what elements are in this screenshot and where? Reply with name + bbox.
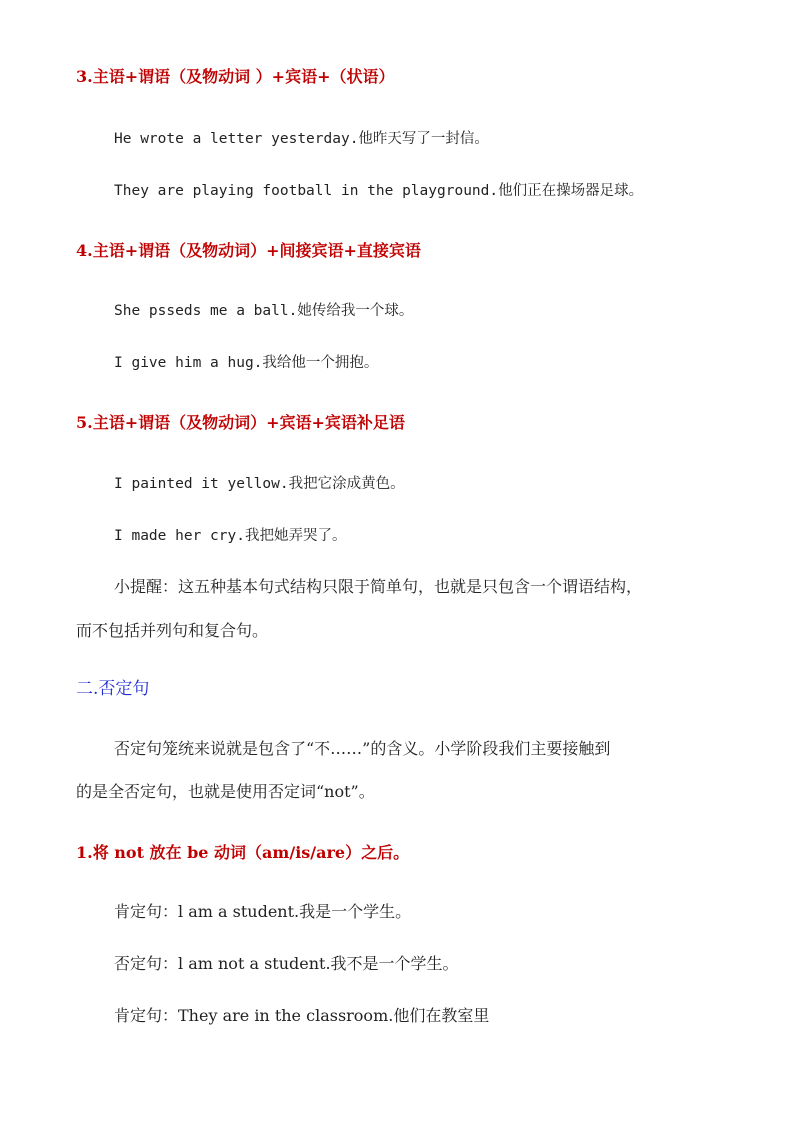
example-sentence: He wrote a letter yesterday.他昨天写了一封信。: [114, 131, 489, 147]
example-sentence: I give him a hug.我给他一个拥抱。: [114, 355, 379, 371]
tip-paragraph-line-2: 而不包括并列句和复合句。: [76, 621, 269, 640]
section-title-negative: 二.否定句: [76, 679, 150, 699]
example-sentence: She psseds me a ball.她传给我一个球。: [114, 303, 414, 319]
rule-heading-1: 1.将 not 放在 be 动词（am/is/are）之后。: [76, 843, 410, 862]
section-heading-4: 4.主语+谓语（及物动词）+间接宾语+直接宾语: [76, 241, 421, 260]
example-sentence: They are playing football in the playground.他们正在操场器足球。: [114, 183, 644, 199]
example-affirmative: 肯定句：l am a student.我是一个学生。: [114, 902, 412, 921]
tip-paragraph-line-1: 小提醒：这五种基本句式结构只限于简单句，也就是只包含一个谓语结构，: [114, 577, 643, 596]
intro-paragraph-line-2: 的是全否定句，也就是使用否定词“not”。: [76, 782, 375, 801]
section-heading-3: 3.主语+谓语（及物动词 ）+宾语+（状语）: [76, 67, 395, 86]
example-negative: 否定句：l am not a student.我不是一个学生。: [114, 954, 459, 973]
example-sentence: I made her cry.我把她弄哭了。: [114, 528, 347, 544]
example-affirmative: 肯定句：They are in the classroom.他们在教室里: [114, 1006, 490, 1025]
intro-paragraph-line-1: 否定句笼统来说就是包含了“不……”的含义。小学阶段我们主要接触到: [114, 739, 611, 758]
section-heading-5: 5.主语+谓语（及物动词）+宾语+宾语补足语: [76, 413, 405, 432]
example-sentence: I painted it yellow.我把它涂成黄色。: [114, 476, 405, 492]
